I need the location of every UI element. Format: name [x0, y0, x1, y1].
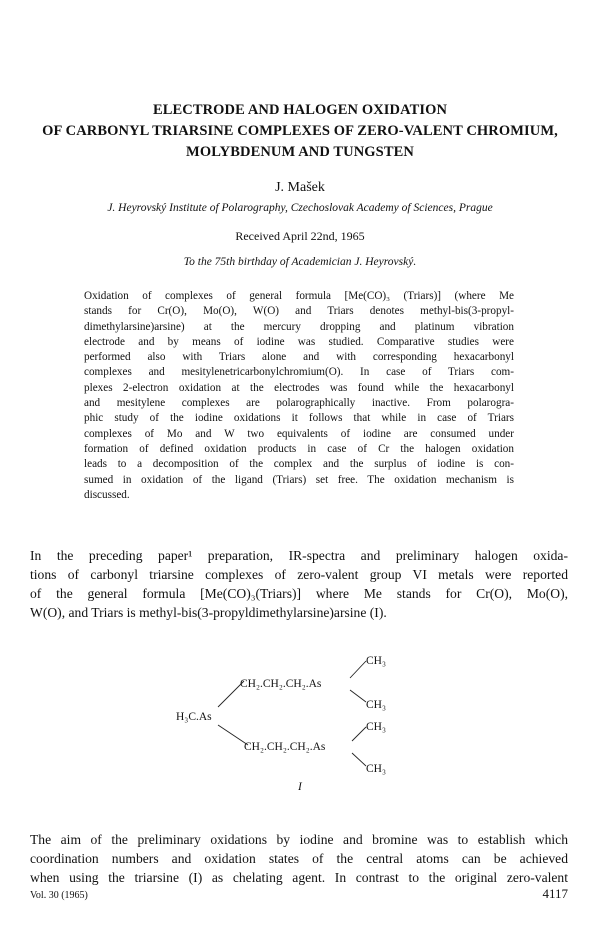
title-line: OF CARBONYL TRIARSINE COMPLEXES OF ZERO-VALENT CHROMIUM,: [42, 123, 558, 139]
abstract-line: phic study of the iodine oxidations it follows that while in case of Triars: [84, 412, 514, 425]
bond-upper-methyl-1: [350, 661, 366, 678]
abstract-line: performed also with Triars alone and with corresponding hexacarbonyl: [84, 351, 514, 364]
body-line: In the preceding paper¹ preparation, IR-spectra and preliminary halogen oxida-: [30, 548, 568, 563]
bond-lower-methyl-2: [352, 753, 366, 766]
body-line: of the general formula [Me(CO)₃(Triars)] where Me stands for Cr(O), Mo(O),: [30, 586, 568, 601]
institution: J. Heyrovský Institute of Polarography, Czechoslovak Academy of Sciences, Prague: [107, 202, 493, 214]
formula-upper-chain: CH₂.CH₂.CH₂.As: [240, 678, 322, 690]
formula-lower-methyl-1: CH₃: [366, 721, 386, 733]
body-paragraph-2: [30, 830, 568, 887]
formula-lower-methyl-2: CH₃: [366, 763, 386, 775]
volume-info: Vol. 30 (1965): [30, 890, 88, 901]
bond-upper-methyl-2: [350, 690, 366, 702]
dedication: To the 75th birthday of Academician J. Heyrovský.: [183, 256, 417, 268]
bond-lower-left: [218, 725, 248, 745]
abstract-line: complexes of Mo and W two equivalents of iodine are consumed under: [84, 427, 514, 440]
formula-upper-methyl-1: CH₃: [366, 655, 386, 667]
abstract-line: dimethylarsine)arsine) at the mercury dropping and platinum vibration: [84, 320, 514, 333]
abstract-line: sumed in oxidation of the ligand (Triars) set free. The oxidation mechanism is: [84, 473, 514, 486]
title-line: MOLYBDENUM AND TUNGSTEN: [186, 144, 414, 160]
body-line: tions of carbonyl triarsine complexes of zero-valent group VI metals were reported: [30, 567, 568, 582]
page-number: 4117: [542, 886, 568, 901]
formula-upper-methyl-2: CH₃: [366, 699, 386, 711]
abstract-line: leads to a decomposition of the complex and the surplus of iodine is con-: [84, 458, 514, 471]
abstract-line: plexes 2-electron oxidation at the electrodes was found while the hexacarbonyl: [84, 381, 514, 394]
abstract: [84, 289, 514, 503]
body-paragraph-1: [30, 546, 568, 622]
article-title: [0, 100, 600, 163]
abstract-line: stands for Cr(O), Mo(O), W(O) and Triars denotes methyl-bis(3-propyl-: [84, 305, 514, 318]
formula-label: I: [298, 781, 302, 793]
formula-center: H₃C.As: [176, 711, 212, 723]
abstract-line: electrode and by means of iodine was studied. Comparative studies were: [84, 335, 514, 348]
received-date: Received April 22nd, 1965: [235, 229, 365, 243]
formula-lower-chain: CH₂.CH₂.CH₂.As: [244, 741, 326, 753]
bond-lower-methyl-1: [352, 727, 366, 741]
body-line: when using the triarsine (I) as chelating agent. In contrast to the original zero-valent: [30, 870, 568, 885]
abstract-line: complexes and mesitylenetricarbonylchromium(O). In case of Triars com-: [84, 366, 514, 379]
author-name: J. Mašek: [275, 180, 325, 195]
body-line: W(O), and Triars is methyl-bis(3-propyldimethylarsine)arsine (I).: [30, 605, 387, 620]
abstract-line: formation of defined oxidation products in case of Cr the halogen oxidation: [84, 442, 514, 455]
abstract-line: discussed.: [84, 488, 130, 501]
abstract-line: Oxidation of complexes of general formula [Me(CO)₃ (Triars)] (where Me: [84, 290, 514, 302]
body-line: The aim of the preliminary oxidations by iodine and bromine was to establish which: [30, 832, 568, 847]
title-line: ELECTRODE AND HALOGEN OXIDATION: [152, 102, 448, 118]
structural-formula: [160, 645, 460, 795]
bond-upper-left: [218, 681, 244, 707]
abstract-line: and mesitylene complexes are polarographically inactive. From polarogra-: [84, 397, 514, 410]
body-line: coordination numbers and oxidation states of the central atoms can be achieved: [30, 851, 568, 866]
